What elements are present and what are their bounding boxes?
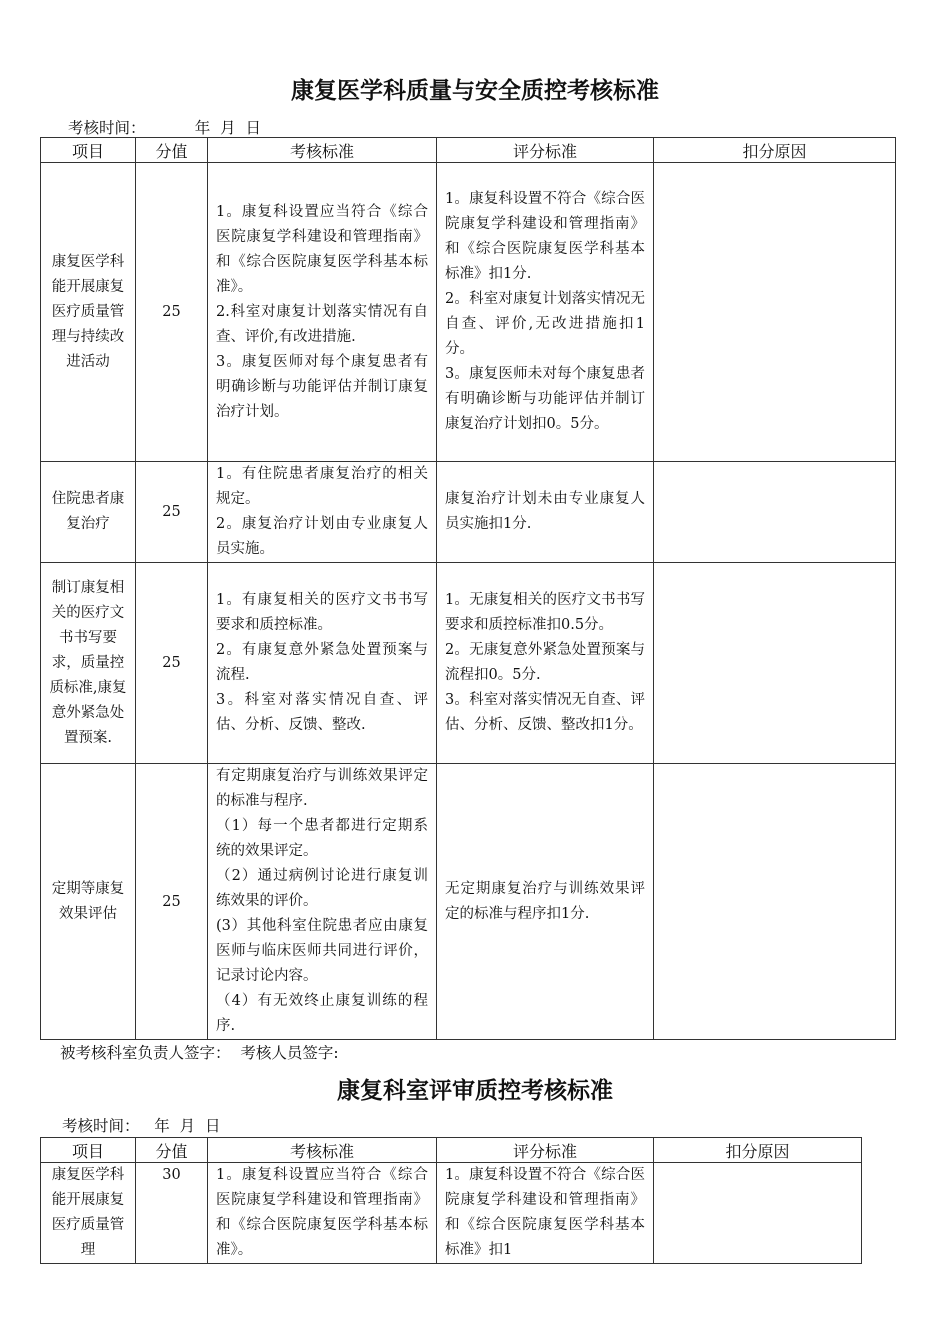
- standard-line: 1。康复科设置应当符合《综合医院康复学科建设和管理指南》和《综合医院康复医学科基本标准》。: [216, 203, 428, 295]
- scoring-line: 2。无康复意外紧急处置预案与流程扣0。5分.: [445, 642, 645, 683]
- standard-line: （1）每一个患者都进行定期系统的效果评定。: [216, 818, 428, 859]
- header-score: 分值: [136, 138, 208, 163]
- item-cell: 定期等康复效果评估: [41, 764, 136, 1040]
- standard-line: 1。有住院患者康复治疗的相关规定。: [216, 466, 428, 507]
- scoring-line: 3。科室对落实情况无自查、评估、分析、反馈、整改扣1分。: [445, 692, 645, 733]
- document-title-2: 康复科室评审质控考核标准: [337, 1078, 613, 1104]
- scoring-cell: [437, 563, 654, 764]
- scoring-line: 1。康复科设置不符合《综合医院康复学科建设和管理指南》和《综合医院康复医学科基本标准》扣1分.: [445, 191, 645, 282]
- score-cell: 25: [136, 563, 208, 764]
- standard-line: 1。有康复相关的医疗文书书写要求和质控标准。: [216, 592, 428, 633]
- deduction-cell: [654, 1163, 862, 1264]
- standard-line: 2。有康复意外紧急处置预案与流程.: [216, 642, 428, 683]
- standard-cell: [208, 1163, 437, 1264]
- scoring-line: 无定期康复治疗与训练效果评定的标准与程序扣1分.: [445, 880, 645, 922]
- standard-line: 有定期康复治疗与训练效果评定的标准与程序.: [216, 768, 428, 809]
- header-deduction: 扣分原因: [654, 1138, 862, 1163]
- header-deduction: 扣分原因: [654, 138, 896, 163]
- item-cell: 住院患者康复治疗: [41, 462, 136, 563]
- deduction-cell: [654, 163, 896, 462]
- scoring-line: 康复治疗计划未由专业康复人员实施扣1分.: [445, 491, 645, 532]
- scoring-cell: [437, 462, 654, 563]
- table-row: [41, 563, 896, 764]
- standard-line: 3。康复医师对每个康复患者有明确诊断与功能评估并制订康复治疗计划。: [216, 353, 428, 420]
- scoring-line: 2。科室对康复计划落实情况无自查、评价,无改进措施扣1分。: [445, 291, 645, 357]
- table-header-row: [41, 1138, 862, 1163]
- standard-cell: [208, 563, 437, 764]
- scoring-cell: [437, 764, 654, 1040]
- exam-time-2: 考核时间： 年 月 日: [62, 1117, 221, 1135]
- table-header-row: [41, 138, 896, 163]
- item-cell: 康复医学科能开展康复医疗质量管理与持续改进活动: [41, 163, 136, 462]
- deduction-cell: [654, 462, 896, 563]
- signature-line: 被考核科室负责人签字： 考核人员签字:: [60, 1044, 339, 1062]
- standard-line: 2。康复治疗计划由专业康复人员实施。: [216, 516, 428, 557]
- scoring-cell: [437, 163, 654, 462]
- standard-line: （4）有无效终止康复训练的程序.: [216, 993, 428, 1034]
- header-score: 分值: [136, 1138, 208, 1163]
- score-cell: 25: [136, 163, 208, 462]
- table-row: [41, 163, 896, 462]
- score-cell: 25: [136, 462, 208, 563]
- score-cell: 25: [136, 764, 208, 1040]
- scoring-line: 1。无康复相关的医疗文书书写要求和质控标准扣0.5分。: [445, 592, 645, 633]
- document-title: 康复医学科质量与安全质控考核标准: [291, 78, 659, 104]
- table-row: [41, 1163, 862, 1264]
- table-row: [41, 764, 896, 1040]
- standard-line: 2.科室对康复计划落实情况有自查、评价,有改进措施.: [216, 303, 428, 345]
- assessment-table-2: [40, 1137, 862, 1264]
- scoring-cell: [437, 1163, 654, 1264]
- header-item: 项目: [41, 138, 136, 163]
- standard-cell: [208, 764, 437, 1040]
- standard-cell: [208, 462, 437, 563]
- standard-line: (3）其他科室住院患者应由康复医师与临床医师共同进行评价，记录讨论内容。: [216, 918, 428, 984]
- scoring-line: 1。康复科设置不符合《综合医院康复学科建设和管理指南》和《综合医院康复医学科基本标准》扣1: [445, 1167, 645, 1258]
- table-row: [41, 462, 896, 563]
- standard-line: 1。康复科设置应当符合《综合医院康复学科建设和管理指南》和《综合医院康复医学科基本标准》。: [216, 1167, 428, 1258]
- scoring-line: 3。康复医师未对每个康复患者有明确诊断与功能评估并制订康复治疗计划扣0。5分。: [445, 366, 645, 432]
- assessment-table: [40, 137, 896, 1040]
- exam-time: 考核时间： 年 月 日: [68, 119, 261, 137]
- deduction-cell: [654, 764, 896, 1040]
- standard-line: （2）通过病例讨论进行康复训练效果的评价。: [216, 868, 428, 909]
- standard-cell: [208, 163, 437, 462]
- header-standard: 考核标准: [208, 138, 437, 163]
- header-scoring: 评分标准: [437, 138, 654, 163]
- score-cell: 30: [136, 1163, 208, 1264]
- header-standard: 考核标准: [208, 1138, 437, 1163]
- item-cell: 康复医学科能开展康复医疗质量管理: [41, 1163, 136, 1264]
- standard-line: 3。科室对落实情况自查、评估、分析、反馈、整改.: [216, 692, 428, 733]
- deduction-cell: [654, 563, 896, 764]
- header-item: 项目: [41, 1138, 136, 1163]
- header-scoring: 评分标准: [437, 1138, 654, 1163]
- item-cell: 制订康复相关的医疗文书书写要求，质量控质标准,康复意外紧急处置预案.: [41, 563, 136, 764]
